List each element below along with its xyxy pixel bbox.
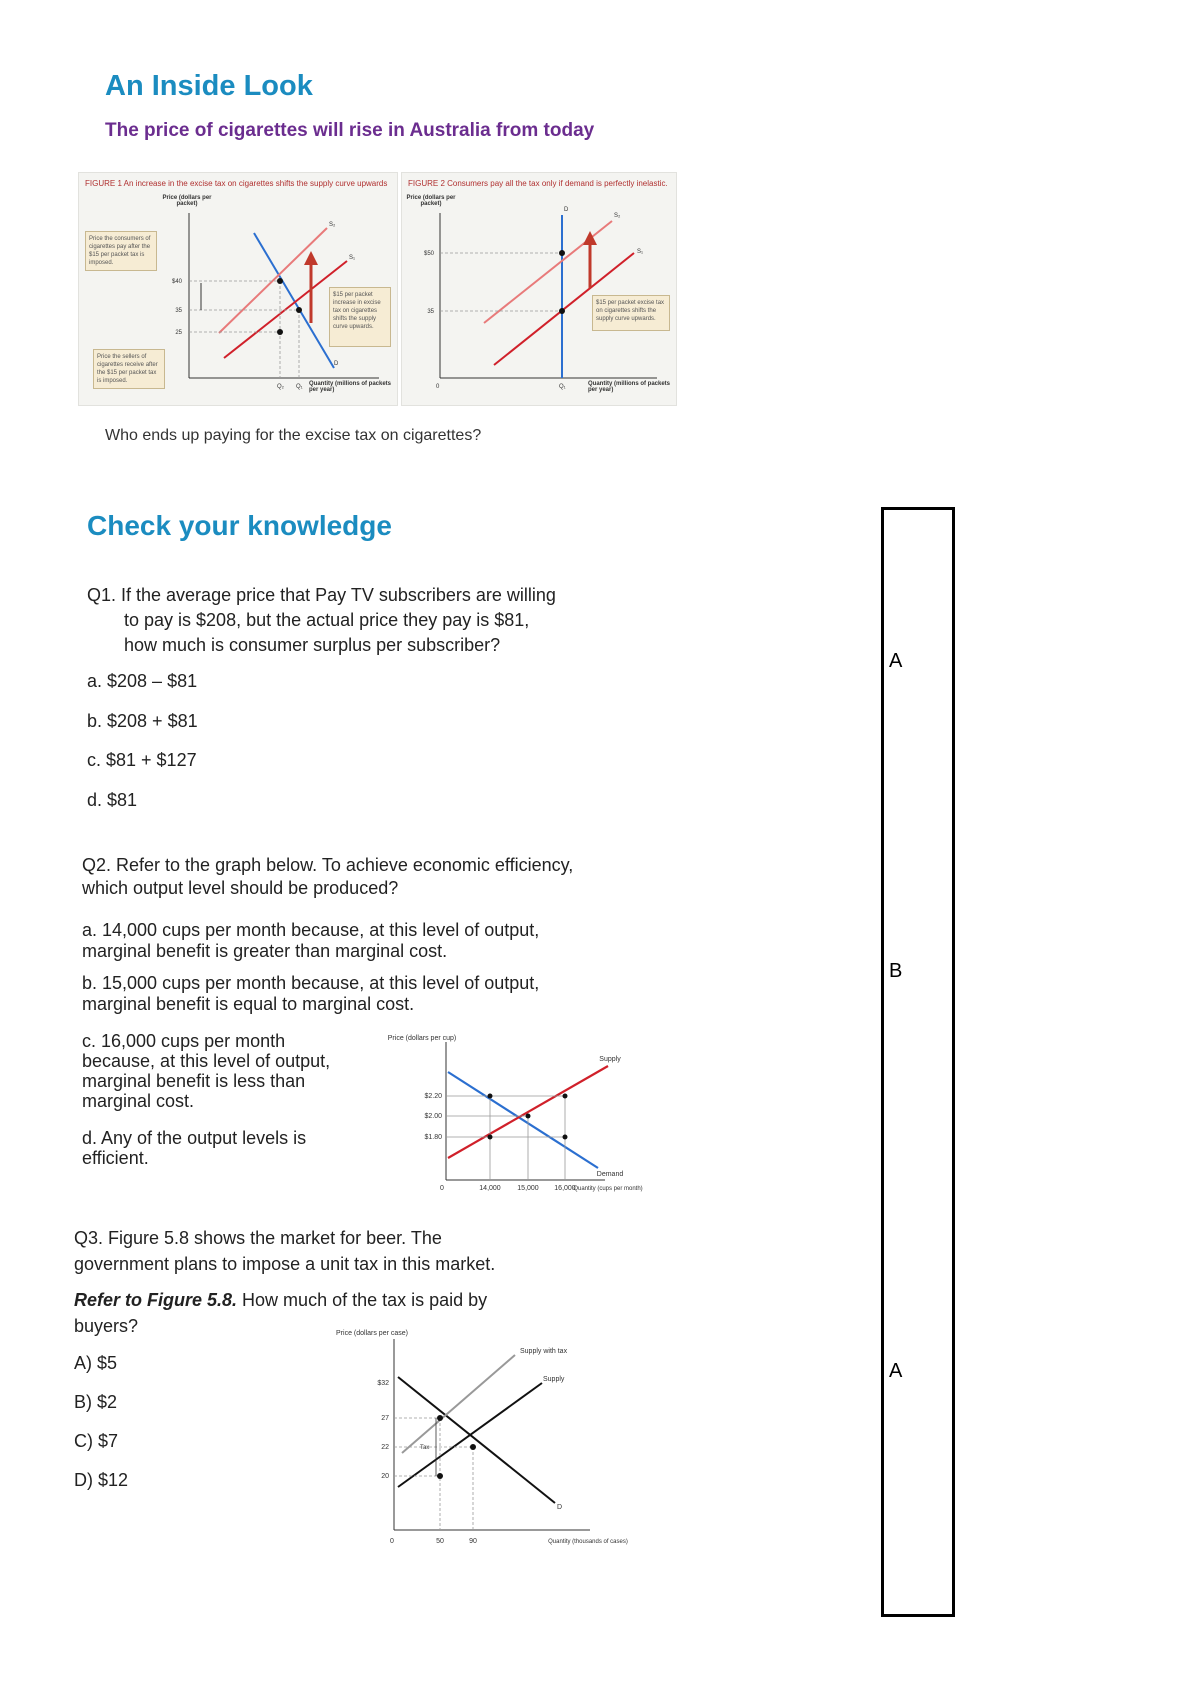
figure-1-caption: FIGURE 1 An increase in the excise tax on cigarettes shifts the supply curve upwards <box>85 179 388 188</box>
q2-graph-demand-line <box>448 1072 598 1168</box>
figure-2-curve-label: S₁ <box>637 249 644 255</box>
q2-option-c-line: marginal benefit is less than <box>82 1071 306 1091</box>
q3-graph-ytick: 22 <box>381 1444 389 1451</box>
q3-option-a: A) $5 <box>74 1353 118 1373</box>
figure-2-graph <box>402 173 676 405</box>
figure-1-ytick: $40 <box>171 279 182 285</box>
q3-graph-ylabel: Price (dollars per case) <box>336 1330 408 1337</box>
q3-graph-xtick: 50 <box>436 1538 444 1545</box>
figure-2-caption: FIGURE 2 Consumers pay all the tax only if demand is perfectly inelastic. <box>408 179 668 188</box>
inside-look-question: Who ends up paying for the excise tax on cigarettes? <box>105 427 482 444</box>
q1-line: how much is consumer surplus per subscriber? <box>124 635 501 655</box>
q2-option-c-line: because, at this level of output, <box>82 1051 331 1071</box>
q3-graph <box>336 1325 628 1565</box>
figure-2-curve-label: D <box>564 207 569 213</box>
q3-graph-supply-tax-line <box>402 1355 515 1453</box>
q3-text <box>74 1225 495 1277</box>
q3-graph-xtick: 90 <box>469 1538 477 1545</box>
figure-1-ytick: 25 <box>175 330 182 336</box>
figure-2-xtick: Q₁ <box>559 384 566 390</box>
q3-option-b: B) $2 <box>74 1392 118 1412</box>
q2-line: which output level should be produced? <box>82 878 399 898</box>
figure-1-curve-label: S₂ <box>329 222 336 228</box>
check-title: Check your knowledge <box>87 510 392 541</box>
figure-1-curve-label: S₁ <box>349 255 356 261</box>
q2-option-b-line: b. 15,000 cups per month because, at this level of output, <box>82 973 540 993</box>
q1-option-c: c. $81 + $127 <box>87 750 197 770</box>
q2-graph-supply-label: Supply <box>599 1056 621 1063</box>
q3-refer-line2: buyers? <box>74 1316 139 1336</box>
figure-2-xlabel: Quantity (millions of packets per year) <box>588 381 671 393</box>
q3-graph-ytick: $32 <box>377 1380 389 1387</box>
q3-option-d: D) $12 <box>74 1470 129 1490</box>
q3-refer-bold: Refer to Figure 5.8. <box>74 1290 238 1310</box>
q2-graph-xlabel: Quantity (cups per month) <box>573 1186 643 1192</box>
figure-1-xlabel: Quantity (millions of packets per year) <box>309 381 392 393</box>
q2-option-c <box>82 1031 330 1111</box>
q1-option-d: d. $81 <box>87 790 138 810</box>
q2-option-a-line: a. 14,000 cups per month because, at this level of output, <box>82 920 540 940</box>
q2-graph-xtick: 14,000 <box>479 1185 501 1192</box>
q2-option-d-line: d. Any of the output levels is <box>82 1128 307 1148</box>
q2-graph-ytick: $1.80 <box>424 1134 442 1141</box>
q3-line: Q3. Figure 5.8 shows the market for beer. The <box>74 1228 442 1248</box>
figure-2-ylabel: Price (dollars per packet) <box>406 195 456 207</box>
figure-1-demand-line <box>254 233 334 368</box>
figure-1-panel <box>78 172 398 406</box>
q3-refer-rest: How much of the tax is paid by <box>237 1290 488 1310</box>
q3-graph-xlabel: Quantity (thousands of cases) <box>548 1539 628 1545</box>
figure-1-ytick: 35 <box>175 308 182 314</box>
q1-answer: A <box>889 650 903 672</box>
q3-graph-supply-tax-label: Supply with tax <box>520 1348 568 1355</box>
q3-answer: A <box>889 1360 903 1382</box>
q2-line: Q2. Refer to the graph below. To achieve economic efficiency, <box>82 855 574 875</box>
q1-text <box>87 583 556 658</box>
figure-1-xtick: Q₁ <box>296 384 303 390</box>
q2-option-b <box>82 973 539 1015</box>
q3-graph-ytick: 27 <box>381 1415 389 1422</box>
answer-box <box>881 507 955 1617</box>
q2-graph-demand-label: Demand <box>596 1171 624 1178</box>
q2-option-b-line: marginal benefit is equal to marginal cost. <box>82 994 415 1014</box>
q1-line: Q1. If the average price that Pay TV subscribers are willing <box>87 585 556 605</box>
figure-1-curve-label: D <box>334 361 339 367</box>
figure-2-panel <box>401 172 677 406</box>
figure-1-note-right: $15 per packet increase in excise tax on cigarettes shifts the supply curve upwards. <box>329 287 391 347</box>
q2-graph-ytick: $2.20 <box>424 1093 442 1100</box>
q2-option-c-line: marginal cost. <box>82 1091 195 1111</box>
figure-2-note: $15 per packet excise tax on cigarettes shifts the supply curve upwards. <box>592 295 670 331</box>
q2-option-d <box>82 1128 306 1168</box>
q3-graph-supply-line <box>398 1383 542 1487</box>
q2-text <box>82 854 573 900</box>
q2-graph-xtick: 0 <box>440 1185 444 1192</box>
q2-graph <box>387 1030 643 1210</box>
figure-1-ylabel: Price (dollars per packet) <box>162 195 212 207</box>
figure-2-curve-label: S₂ <box>614 213 621 219</box>
figure-2-xtick: 0 <box>436 384 440 390</box>
q2-option-a-line: marginal benefit is greater than marginal cost. <box>82 941 448 961</box>
figure-2-ytick: $50 <box>423 251 434 257</box>
q1-line: to pay is $208, but the actual price they pay is $81, <box>124 610 530 630</box>
figure-2-ytick: 35 <box>427 309 434 315</box>
q3-graph-demand-label: D <box>557 1504 563 1511</box>
q1-option-a: a. $208 – $81 <box>87 671 198 691</box>
q3-graph-supply-label: Supply <box>543 1376 565 1383</box>
inside-look-subtitle: The price of cigarettes will rise in Australia from today <box>105 120 595 141</box>
q1-option-b: b. $208 + $81 <box>87 711 198 731</box>
q2-option-d-line: efficient. <box>82 1148 149 1168</box>
q2-graph-ytick: $2.00 <box>424 1113 442 1120</box>
q3-graph-demand-line <box>398 1377 555 1503</box>
figure-1-note-left-bottom: Price the sellers of cigarettes receive after the $15 per packet tax is imposed. <box>93 349 165 389</box>
q3-option-c: C) $7 <box>74 1431 119 1451</box>
figure-1-note-left-top: Price the consumers of cigarettes pay after the $15 per packet tax is imposed. <box>85 231 157 271</box>
q2-option-a <box>82 920 539 962</box>
q2-answer: B <box>889 960 903 982</box>
figure-1-xtick: Q₂ <box>277 384 284 390</box>
q3-graph-tax-label: Tax <box>420 1445 430 1451</box>
q2-graph-ylabel: Price (dollars per cup) <box>387 1035 457 1042</box>
q2-option-c-line: c. 16,000 cups per month <box>82 1031 286 1051</box>
q3-graph-xtick: 0 <box>390 1538 394 1545</box>
q2-graph-xtick: 15,000 <box>517 1185 539 1192</box>
q3-line: government plans to impose a unit tax in this market. <box>74 1254 496 1274</box>
inside-look-title: An Inside Look <box>105 70 313 102</box>
q3-graph-ytick: 20 <box>381 1473 389 1480</box>
q2-graph-xtick: 16,000 <box>554 1185 576 1192</box>
